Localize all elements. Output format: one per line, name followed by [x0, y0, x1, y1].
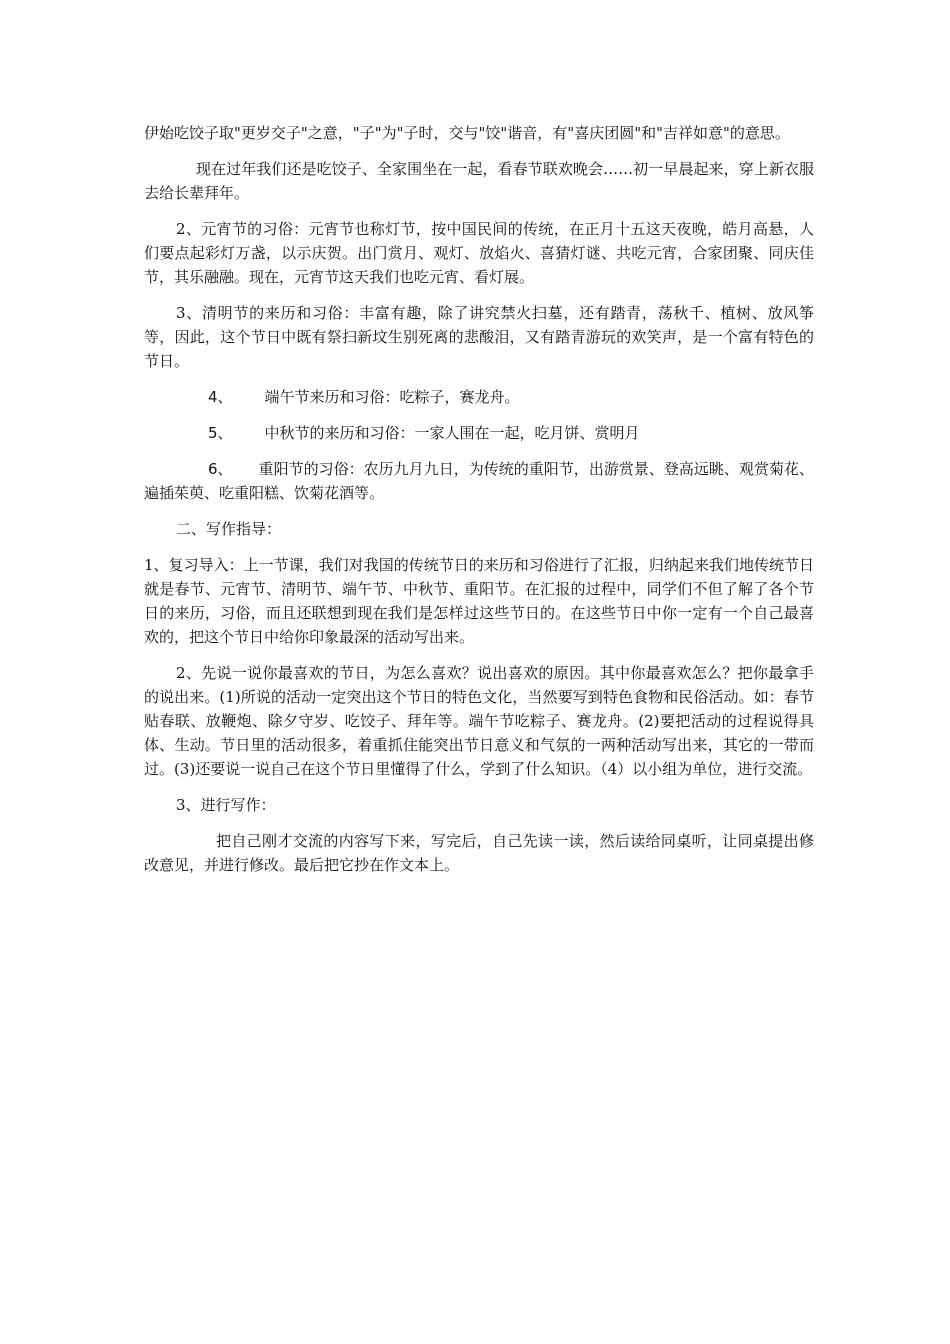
paragraph-dumpling-meaning: 伊始吃饺子取"更岁交子"之意，"子"为"子时，交与"饺"谐音，有"喜庆团圆"和"吉祥如意"的意思。 [144, 124, 790, 142]
paragraph-start-writing: 3、进行写作： [176, 796, 276, 814]
paragraph-dragon-boat-festival [144, 385, 814, 409]
item-text: 端午节来历和习俗：吃粽子，赛龙舟。 [264, 388, 520, 406]
paragraph-lantern-festival: 2、元宵节的习俗：元宵节也称灯节，按中国民间的传统，在正月十五这天夜晚，皓月高悬，人们要点起彩灯万盏，以示庆贺。出门赏月、观灯、放焰火、喜猜灯谜、共吃元宵，合家团聚、同庆佳节，其乐融融。现在，元宵节这天我们也吃元宵、看灯展。 [144, 220, 814, 286]
item-number: 4、 [208, 388, 233, 406]
item-text: 中秋节的来历和习俗：一家人围在一起，吃月饼、赏明月 [264, 424, 640, 442]
paragraph-double-ninth-festival [144, 457, 814, 505]
item-number: 5、 [208, 424, 233, 442]
document-body [144, 121, 814, 889]
paragraph-writing-instructions: 把自己刚才交流的内容写下来，写完后，自己先读一读，然后读给同桌听，让同桌提出修改意见，并进行修改。最后把它抄在作文本上。 [144, 832, 814, 874]
paragraph-review-intro: 1、复习导入：上一节课，我们对我国的传统节日的来历和习俗进行了汇报，归纳起来我们地传统节日就是春节、元宵节、清明节、端午节、中秋节、重阳节。在汇报的过程中，同学们不但了解了各个节日的来历，习俗，而且还联想到现在我们是怎样过这些节日的。在这些节日中你一定有一个自己最喜欢的，把这个节日中给你印象最深的活动写出来。 [144, 556, 814, 646]
paragraph-qingming-festival: 3、清明节的来历和习俗：丰富有趣，除了讲究禁火扫墓，还有踏青，荡秋千、植树、放风筝等，因此，这个节日中既有祭扫新坟生别死离的悲酸泪，又有踏青游玩的欢笑声，是一个富有特色的节日。 [144, 304, 814, 370]
item-text: 重阳节的习俗：农历九月九日，为传统的重阳节，出游赏景、登高远眺、观赏菊花、遍插茱萸、吃重阳糕、饮菊花酒等。 [144, 460, 814, 502]
paragraph-new-year-today: 现在过年我们还是吃饺子、全家围坐在一起，看春节联欢晚会……初一早晨起来，穿上新衣服去给长辈拜年。 [144, 160, 814, 202]
section-heading-writing-guide: 二、写作指导： [176, 520, 282, 538]
item-number: 6、 [208, 460, 233, 478]
paragraph-mid-autumn-festival [144, 421, 814, 445]
paragraph-speak-first: 2、先说一说你最喜欢的节日，为怎么喜欢？说出喜欢的原因。其中你最喜欢怎么？把你最拿手的说出来。(1)所说的活动一定突出这个节日的特色文化，当然要写到特色食物和民俗活动。如：春节贴春联、放鞭炮、除夕守岁、吃饺子、拜年等。端午节吃粽子、赛龙舟。(2)要把活动的过程说得具体、生动。节日里的活动很多，着重抓住能突出节日意义和气氛的一两种活动写出来，其它的一带而过。(3)还要说一说自己在这个节日里懂得了什么，学到了什么知识。（4）以小组为单位，进行交流。 [144, 664, 814, 778]
